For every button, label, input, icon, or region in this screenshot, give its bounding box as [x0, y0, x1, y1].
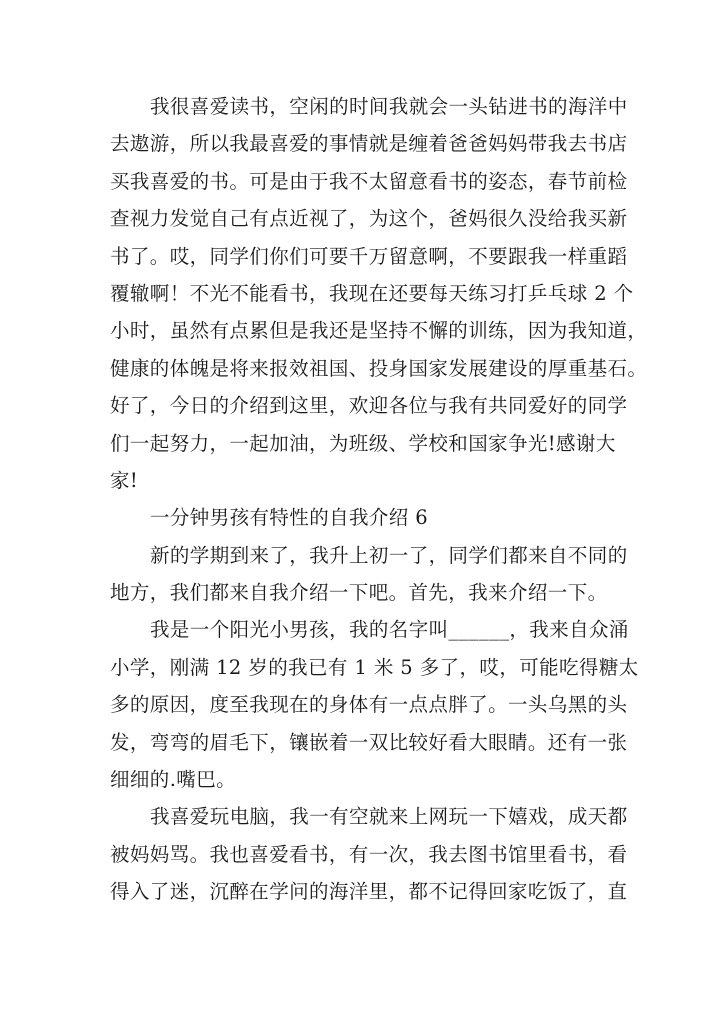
text-line: 细细的.嘴巴。 [110, 768, 236, 792]
text-line: 发，弯弯的眉毛下，镶嵌着一双比较好看大眼睛。还有一张 [110, 730, 628, 754]
text-line: 书了。哎，同学们你们可要千万留意啊，不要跟我一样重蹈 [110, 244, 628, 268]
text-line: 新的学期到来了，我升上初一了，同学们都来自不同的 [150, 543, 628, 567]
text-line: 多的原因，度至我现在的身体有一点点胖了。一头乌黑的头 [110, 693, 628, 717]
text-line: 我很喜爱读书，空闲的时间我就会一头钻进书的海洋中 [150, 95, 628, 118]
text-line: 查视力发觉自己有点近视了，为这个，爸妈很久没给我买新 [110, 207, 628, 231]
text-line: 们一起努力，一起加油，为班级、学校和国家争光!感谢大 [110, 431, 616, 455]
text-line: 我是一个阳光小男孩，我的名字叫______，我来自众涌 [150, 618, 629, 642]
text-line: 小学，刚满 12 岁的我已有 1 米 5 多了，哎，可能吃得糖太 [110, 655, 639, 679]
text-line: 覆辙啊！不光不能看书，我现在还要每天练习打乒乓球 2 个 [110, 281, 634, 305]
text-line: 小时，虽然有点累但是我还是坚持不懈的训练，因为我知道， [110, 319, 648, 343]
text-line: 去遨游，所以我最喜爱的事情就是缠着爸爸妈妈带我去书店 [110, 132, 628, 156]
text-line: 家! [110, 468, 139, 492]
text-line: 被妈妈骂。我也喜爱看书，有一次，我去图书馆里看书，看 [110, 842, 628, 866]
section-heading: 一分钟男孩有特性的自我介绍 6 [150, 506, 429, 530]
text-line: 得入了迷，沉醉在学问的海洋里，都不记得回家吃饭了，直 [110, 880, 628, 904]
document-body [110, 88, 648, 911]
text-line: 买我喜爱的书。可是由于我不太留意看书的姿态，春节前检 [110, 169, 628, 193]
text-line: 我喜爱玩电脑，我一有空就来上网玩一下嬉戏，成天都 [150, 805, 628, 829]
text-line: 健康的体魄是将来报效祖国、投身国家发展建设的厚重基石。 [110, 356, 648, 380]
text-line: 好了，今日的介绍到这里，欢迎各位与我有共同爱好的同学 [110, 394, 628, 418]
text-line: 地方，我们都来自我介绍一下吧。首先，我来介绍一下。 [110, 581, 608, 605]
